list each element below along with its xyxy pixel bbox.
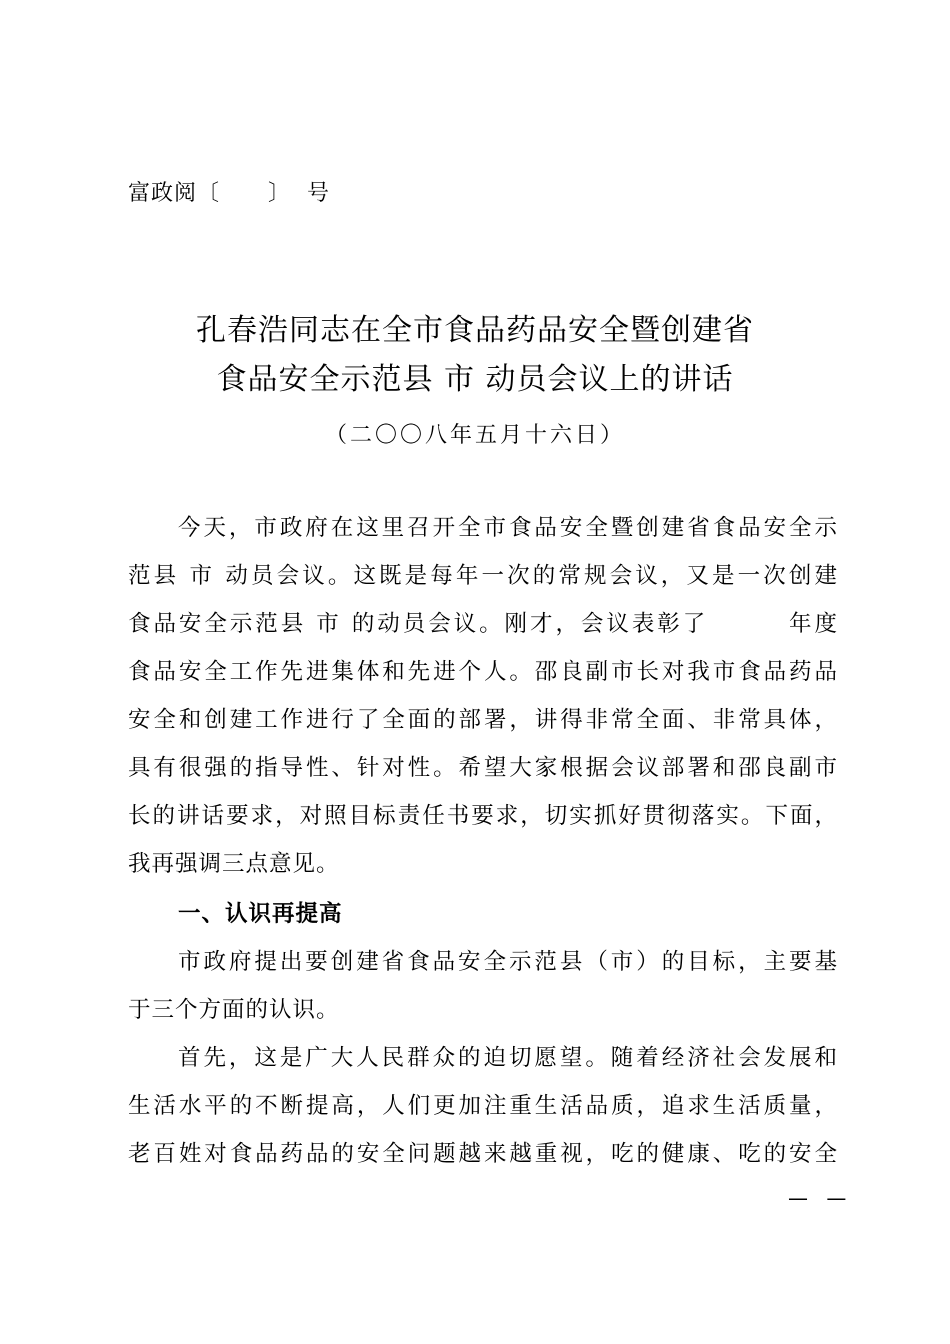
paragraph-1: [128, 504, 838, 888]
speech-date: （二〇〇八年五月十六日）: [324, 423, 625, 448]
text-line: 食品安全示范县 市 的动员会议。刚才，会议表彰了 年度: [128, 611, 838, 637]
paragraph-2: [128, 938, 838, 1034]
text-line: 市政府提出要创建省食品安全示范县（市）的目标，主要基: [178, 949, 838, 975]
text-line: 具有很强的指导性、针对性。希望大家根据会议部署和邵良副市: [128, 755, 838, 781]
text-line: 长的讲话要求，对照目标责任书要求，切实抓好贯彻落实。下面，: [128, 803, 838, 829]
text-line: 安全和创建工作进行了全面的部署，讲得非常全面、非常具体，: [128, 707, 838, 733]
text-line: 于三个方面的认识。: [128, 997, 340, 1023]
text-line: 今天，市政府在这里召开全市食品安全暨创建省食品安全示: [178, 515, 838, 541]
page-footer-marker: — —: [788, 1186, 853, 1210]
text-line: 范县 市 动员会议。这既是每年一次的常规会议，又是一次创建: [128, 563, 838, 589]
text-line: 首先，这是广大人民群众的迫切愿望。随着经济社会发展和: [178, 1045, 838, 1071]
document-number: 富政阅〔 〕 号: [128, 181, 330, 206]
text-line: 我再强调三点意见。: [128, 851, 340, 877]
text-line: 食品安全工作先进集体和先进个人。邵良副市长对我市食品药品: [128, 659, 838, 685]
text-line: 生活水平的不断提高，人们更加注重生活品质，追求生活质量，: [128, 1093, 838, 1119]
title-line-2: 食品安全示范县 市 动员会议上的讲话: [216, 362, 734, 397]
title-line-1: 孔春浩同志在全市食品药品安全暨创建省: [196, 313, 754, 348]
text-line: 老百姓对食品药品的安全问题越来越重视，吃的健康、吃的安全: [128, 1141, 838, 1167]
section-heading-1: 一、认识再提高: [178, 901, 343, 927]
paragraph-3: [128, 1034, 838, 1178]
